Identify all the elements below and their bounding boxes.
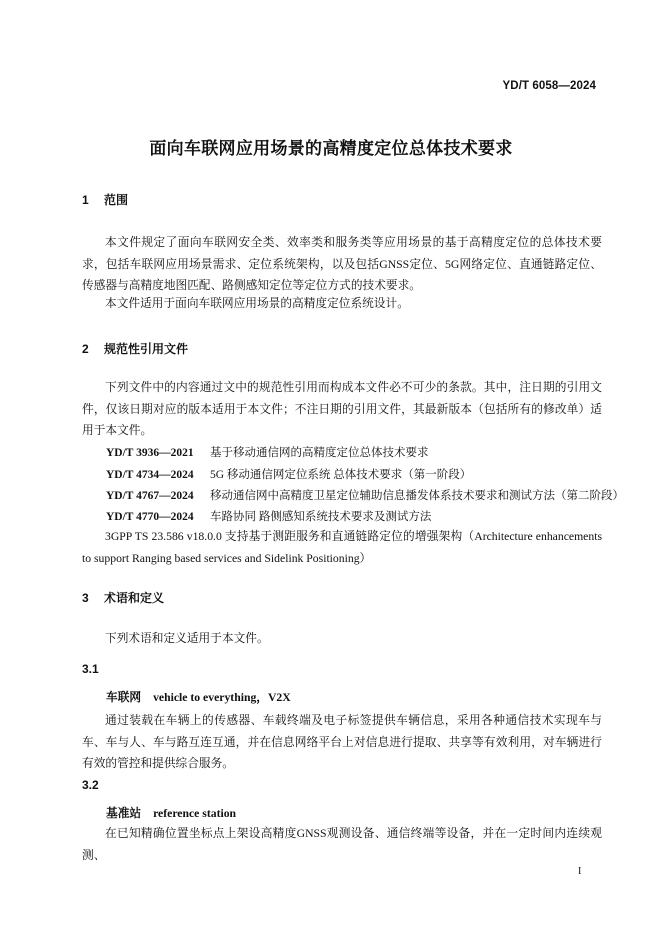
section-title: 术语和定义 <box>104 591 165 605</box>
term-heading <box>106 689 291 705</box>
term-chinese: 基准站 <box>106 807 142 820</box>
document-title: 面向车联网应用场景的高精度定位总体技术要求 <box>149 139 513 158</box>
reference-code: YD/T 4767—2024 <box>106 490 194 502</box>
reference-code: YD/T 4734—2024 <box>106 469 194 481</box>
section-title: 范围 <box>104 193 129 207</box>
term-number: 3.2 <box>82 778 99 792</box>
scope-paragraph-1: 本文件规定了面向车联网安全类、效率类和服务类等应用场景的基于高精度定位的总体技术要求，包括车联网应用场景需求、定位系统架构，以及包括GNSS定位、5G网络定位、直通链路定位、传感器与高精度地图匹配、路侧感知定位等定位方式的技术要求。 <box>82 236 602 292</box>
reference-title: 车路协同 路侧感知系统技术要求及测试方法 <box>210 511 432 523</box>
term-heading <box>106 805 236 821</box>
reference-item <box>106 466 471 482</box>
term-english: vehicle to everything，V2X <box>153 691 291 704</box>
section-number: 1 <box>82 193 89 207</box>
section-heading-scope <box>82 191 128 208</box>
reference-3gpp: 3GPP TS 23.586 v18.0.0 支持基于测距服务和直通链路定位的增强架构（Architecture enhancements to support Ranging based services and Sidelink Positioning） <box>82 530 602 565</box>
term-english: reference station <box>153 807 237 820</box>
section-number: 3 <box>82 591 89 605</box>
term-number: 3.1 <box>82 662 99 676</box>
reference-title: 移动通信网中高精度卫星定位辅助信息播发体系技术要求和测试方法（第二阶段） <box>210 490 624 502</box>
terms-intro: 下列术语和定义适用于本文件。 <box>105 632 269 645</box>
reference-title: 5G 移动通信网定位系统 总体技术要求（第一阶段） <box>210 469 472 481</box>
standard-code: YD/T 6058—2024 <box>502 80 596 92</box>
reference-item <box>106 508 431 524</box>
reference-code: YD/T 3936—2021 <box>106 447 194 459</box>
term-chinese: 车联网 <box>106 691 142 704</box>
scope-paragraph-2: 本文件适用于面向车联网应用场景的高精度定位系统设计。 <box>105 297 409 310</box>
section-heading-normative <box>82 340 188 357</box>
reference-code: YD/T 4770—2024 <box>106 511 194 523</box>
reference-item <box>106 444 429 460</box>
term-definition: 通过装载在车辆上的传感器、车载终端及电子标签提供车辆信息，采用各种通信技术实现车与车、车与人、车与路互连互通，并在信息网络平台上对信息进行提取、共享等有效利用，对车辆进行有效的管控和提供综合服务。 <box>82 714 602 770</box>
section-title: 规范性引用文件 <box>104 342 189 356</box>
section-number: 2 <box>82 342 89 356</box>
reference-title: 基于移动通信网的高精度定位总体技术要求 <box>210 447 429 459</box>
page-number: I <box>578 866 582 877</box>
normative-intro: 下列文件中的内容通过文中的规范性引用而构成本文件必不可少的条款。其中，注日期的引用文件，仅该日期对应的版本适用于本文件；不注日期的引用文件，其最新版本（包括所有的修改单）适用于本文件。 <box>82 381 602 437</box>
term-definition: 在已知精确位置坐标点上架设高精度GNSS观测设备、通信终端等设备，并在一定时间内连续观测、 <box>82 827 602 862</box>
section-heading-terms <box>82 589 164 606</box>
reference-item <box>106 487 624 503</box>
